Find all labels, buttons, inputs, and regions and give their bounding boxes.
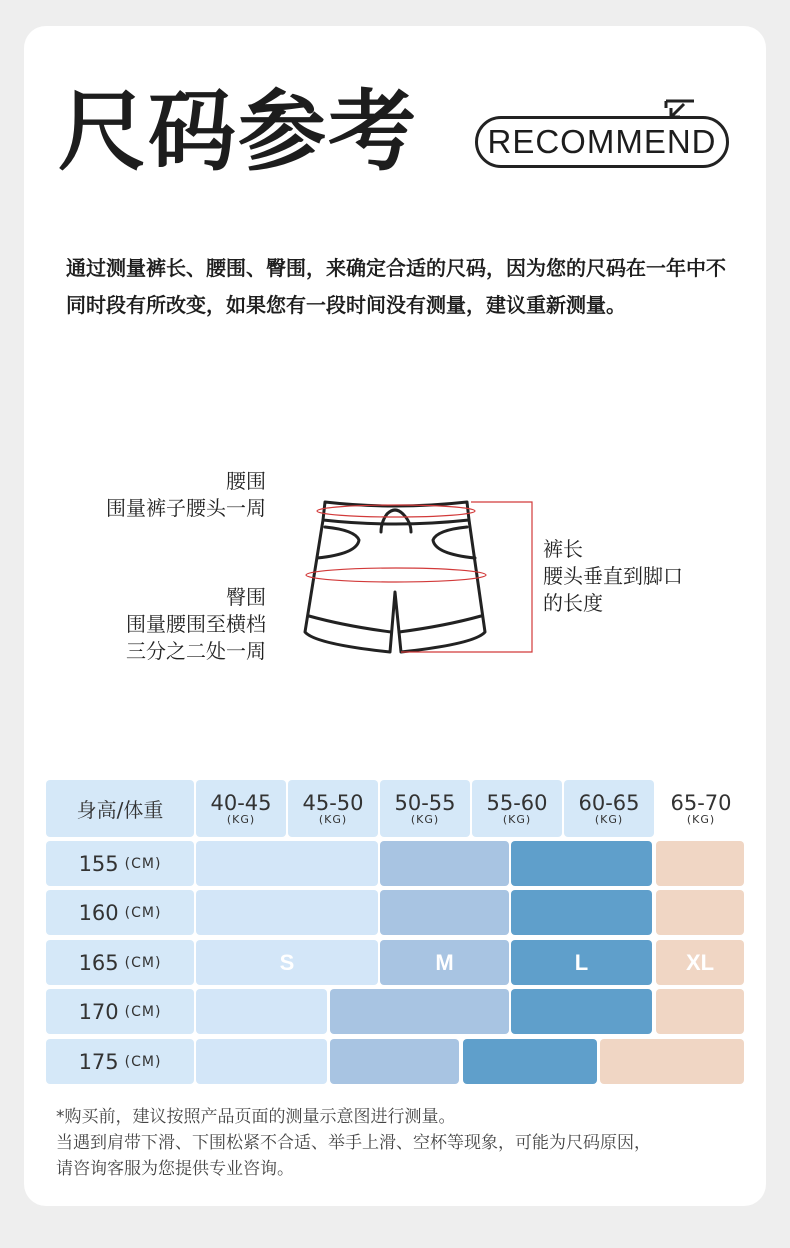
height-value: 155 xyxy=(78,851,119,876)
waist-desc: 围量裤子腰头一周 xyxy=(106,496,266,520)
weight-unit: (KG) xyxy=(594,812,624,826)
height-header-175 xyxy=(46,1039,194,1084)
height-value: 160 xyxy=(78,900,119,925)
height-header-155 xyxy=(46,841,194,886)
length-title: 裤长 xyxy=(543,537,583,561)
size-cell-m xyxy=(380,841,509,886)
note-line-2: 当遇到肩带下滑、下围松紧不合适、举手上滑、空杯等现象，可能为尺码原因， xyxy=(56,1133,651,1153)
height-unit: (CM) xyxy=(124,954,162,971)
size-cell-l xyxy=(511,989,652,1034)
size-cell-m xyxy=(330,989,509,1034)
shorts-illustration xyxy=(295,492,545,667)
weight-value: 40-45 xyxy=(210,790,272,815)
size-label-l: L xyxy=(574,949,589,975)
height-value: 175 xyxy=(78,1049,119,1074)
weight-unit: (KG) xyxy=(410,812,440,826)
weight-header-50-55 xyxy=(380,780,470,837)
weight-header-60-65 xyxy=(564,780,654,837)
weight-value: 45-50 xyxy=(302,790,364,815)
page-title: 尺码参考 xyxy=(58,80,419,183)
size-cell-m xyxy=(330,1039,459,1084)
corner-cell xyxy=(46,780,194,837)
weight-value: 60-65 xyxy=(578,790,640,815)
height-value: 165 xyxy=(78,950,119,975)
size-label-xl: XL xyxy=(685,949,715,975)
corner-label: 身高/体重 xyxy=(76,798,164,822)
weight-value: 50-55 xyxy=(394,790,456,815)
note-line-1: *购买前，建议按照产品页面的测量示意图进行测量。 xyxy=(56,1107,456,1127)
weight-unit: (KG) xyxy=(318,812,348,826)
weight-unit: (KG) xyxy=(686,812,716,826)
size-cell-xl xyxy=(656,940,744,985)
height-header-165 xyxy=(46,940,194,985)
size-cell-xl xyxy=(656,841,744,886)
weight-header-65-70 xyxy=(656,780,746,837)
size-cell-s xyxy=(196,1039,327,1084)
hip-desc-2: 三分之二处一周 xyxy=(126,639,266,663)
weight-header-55-60 xyxy=(472,780,562,837)
size-cell-s xyxy=(196,841,378,886)
height-unit: (CM) xyxy=(124,1003,162,1020)
weight-unit: (KG) xyxy=(502,812,532,826)
size-cell-xl xyxy=(600,1039,744,1084)
height-unit: (CM) xyxy=(124,904,162,921)
size-cell-m xyxy=(380,940,509,985)
size-cell-l xyxy=(511,940,652,985)
hip-desc-1: 围量腰围至横档 xyxy=(126,612,266,636)
weight-value: 65-70 xyxy=(670,790,732,815)
size-cell-l xyxy=(511,841,652,886)
notes xyxy=(56,1104,746,1182)
intro-text: 通过测量裤长、腰围、臀围，来确定合适的尺码，因为您的尺码在一年中不同时段有所改变，如果您有一段时间没有测量，建议重新测量。 xyxy=(66,256,726,317)
size-cell-l xyxy=(463,1039,597,1084)
weight-value: 55-60 xyxy=(486,790,548,815)
length-label xyxy=(543,536,743,617)
size-label-s: S xyxy=(279,949,295,975)
weight-header-40-45 xyxy=(196,780,286,837)
hip-label xyxy=(70,584,266,665)
waist-title: 腰围 xyxy=(226,469,266,493)
height-value: 170 xyxy=(78,999,119,1024)
weight-unit: (KG) xyxy=(226,812,256,826)
size-cell-xl xyxy=(656,989,744,1034)
height-header-170 xyxy=(46,989,194,1034)
height-unit: (CM) xyxy=(124,855,162,872)
size-cell-s xyxy=(196,989,327,1034)
size-label-m: M xyxy=(435,949,454,975)
note-line-3: 请咨询客服为您提供专业咨询。 xyxy=(56,1159,294,1179)
size-cell-s xyxy=(196,940,378,985)
length-desc-1: 腰头垂直到脚口 xyxy=(543,564,683,588)
hip-title: 臀围 xyxy=(226,585,266,609)
size-cell-xl xyxy=(656,890,744,935)
weight-header-45-50 xyxy=(288,780,378,837)
height-unit: (CM) xyxy=(124,1053,162,1070)
size-cell-s xyxy=(196,890,378,935)
waist-label xyxy=(70,468,266,522)
length-desc-2: 的长度 xyxy=(543,591,603,615)
size-cell-l xyxy=(511,890,652,935)
size-cell-m xyxy=(380,890,509,935)
recommend-badge: RECOMMEND xyxy=(475,116,729,168)
height-header-160 xyxy=(46,890,194,935)
